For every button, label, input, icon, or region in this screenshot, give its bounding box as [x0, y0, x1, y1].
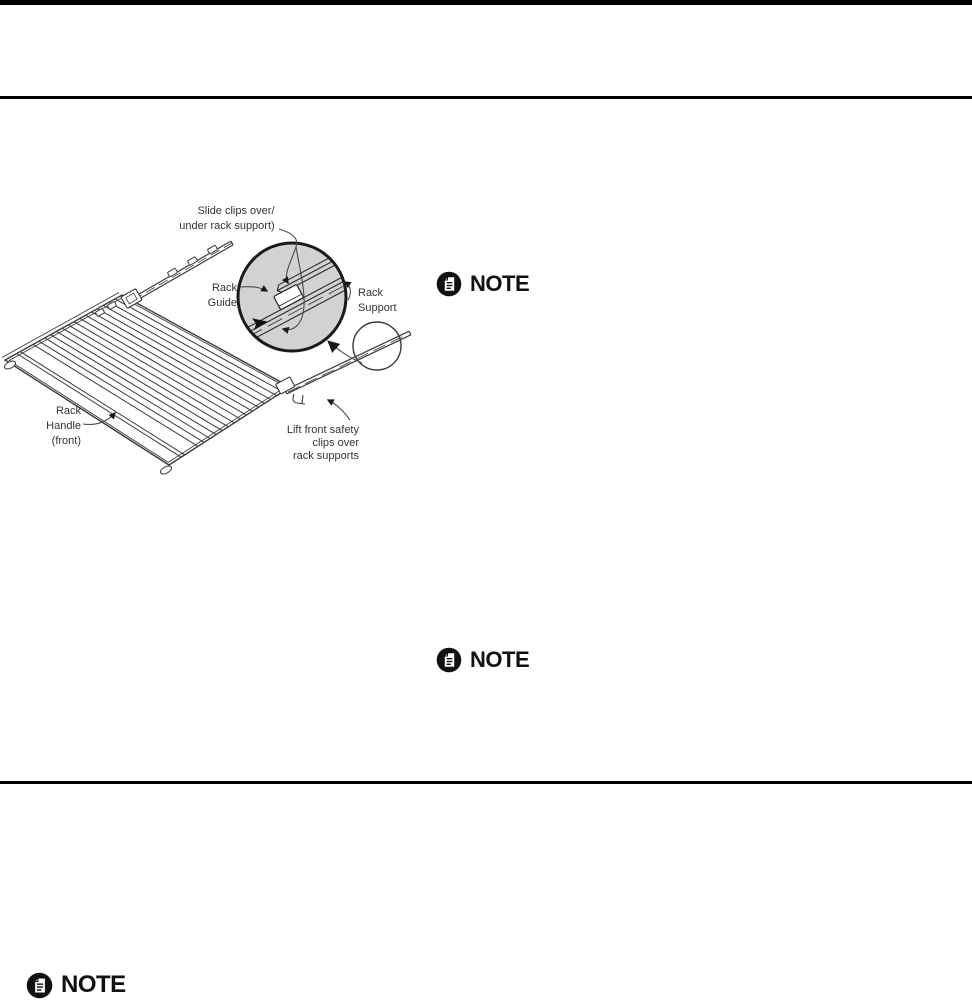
note-marker-2 — [436, 646, 529, 673]
callout-slide-clips-line2: under rack support) — [179, 220, 275, 232]
note-document-icon — [26, 972, 53, 999]
callout-rack-guide-line2: Guide — [207, 297, 237, 309]
callout-rack-guide-line1: Rack — [211, 282, 237, 294]
section-divider-top — [0, 96, 972, 99]
callout-rack-handle-line2: Handle — [46, 420, 81, 432]
magnified-inset — [229, 243, 355, 351]
note-label: NOTE — [470, 646, 530, 672]
callout-rack-handle-line3: (front) — [51, 435, 81, 447]
note-label: NOTE — [470, 270, 530, 296]
callout-slide-clips-line1: Slide clips over/ — [197, 205, 275, 217]
note-document-icon — [436, 271, 462, 297]
callout-lift-clips-line1: Lift front safety — [286, 424, 359, 436]
callout-rack-support-line2: Support — [358, 302, 397, 314]
callout-lift-clips-line2: clips over — [312, 437, 359, 449]
section-divider-bottom — [0, 781, 972, 784]
note-label: NOTE — [61, 971, 126, 998]
oven-rack-assembly-diagram — [0, 182, 430, 477]
note-marker-1 — [436, 270, 529, 297]
front-safety-clip — [293, 394, 305, 404]
note-marker-3 — [26, 971, 126, 999]
callout-rack-support-line1: Rack — [358, 287, 384, 299]
callout-lift-clips-line3: rack supports — [292, 450, 359, 462]
note-document-icon — [436, 647, 462, 673]
page-top-bar — [0, 0, 972, 5]
rack-handle-bar — [17, 352, 185, 458]
callout-rack-handle-line1: Rack — [55, 405, 81, 417]
